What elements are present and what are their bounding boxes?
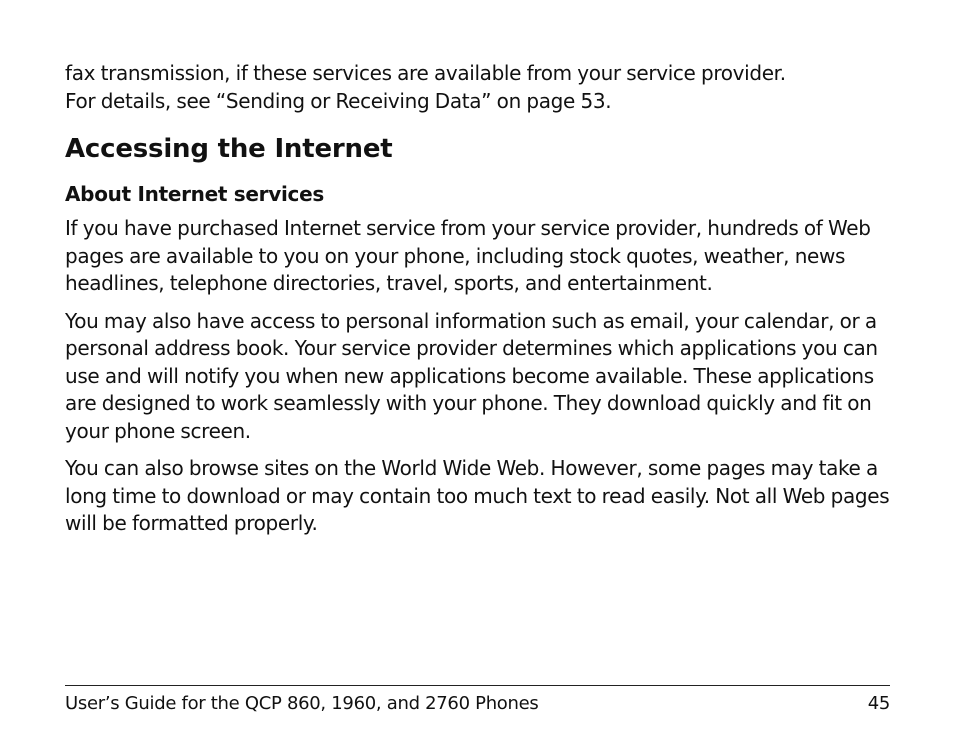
footer-title: User’s Guide for the QCP 860, 1960, and 2760 Phones <box>65 693 539 714</box>
intro-line-1: fax transmission, if these services are available from your service provider. <box>65 61 786 85</box>
paragraph-personal-information: You may also have access to personal information such as email, your calendar, or a personal address book. Your service provider determines which applications you can use and will notify you when new applications become available. These applications are designed to work seamlessly with your phone. They download quickly and fit on your phone screen. <box>65 308 878 443</box>
page-number: 45 <box>867 693 890 714</box>
page-footer <box>65 685 890 716</box>
subsection-heading: About Internet services <box>65 182 324 206</box>
intro-paragraph <box>65 60 890 115</box>
paragraph-internet-service: If you have purchased Internet service from your service provider, hundreds of Web pages are available to you on your phone, including stock quotes, weather, news headlines, telephone directories, travel, sports, and entertainment. <box>65 216 871 295</box>
page-body <box>65 60 890 548</box>
intro-line-2: For details, see “Sending or Receiving Data” on page 53. <box>65 88 612 113</box>
paragraph-browse-web: You can also browse sites on the World Wide Web. However, some pages may take a long time to download or may contain too much text to read easily. Not all Web pages will be formatted properly. <box>65 456 890 535</box>
section-heading: Accessing the Internet <box>65 134 393 164</box>
